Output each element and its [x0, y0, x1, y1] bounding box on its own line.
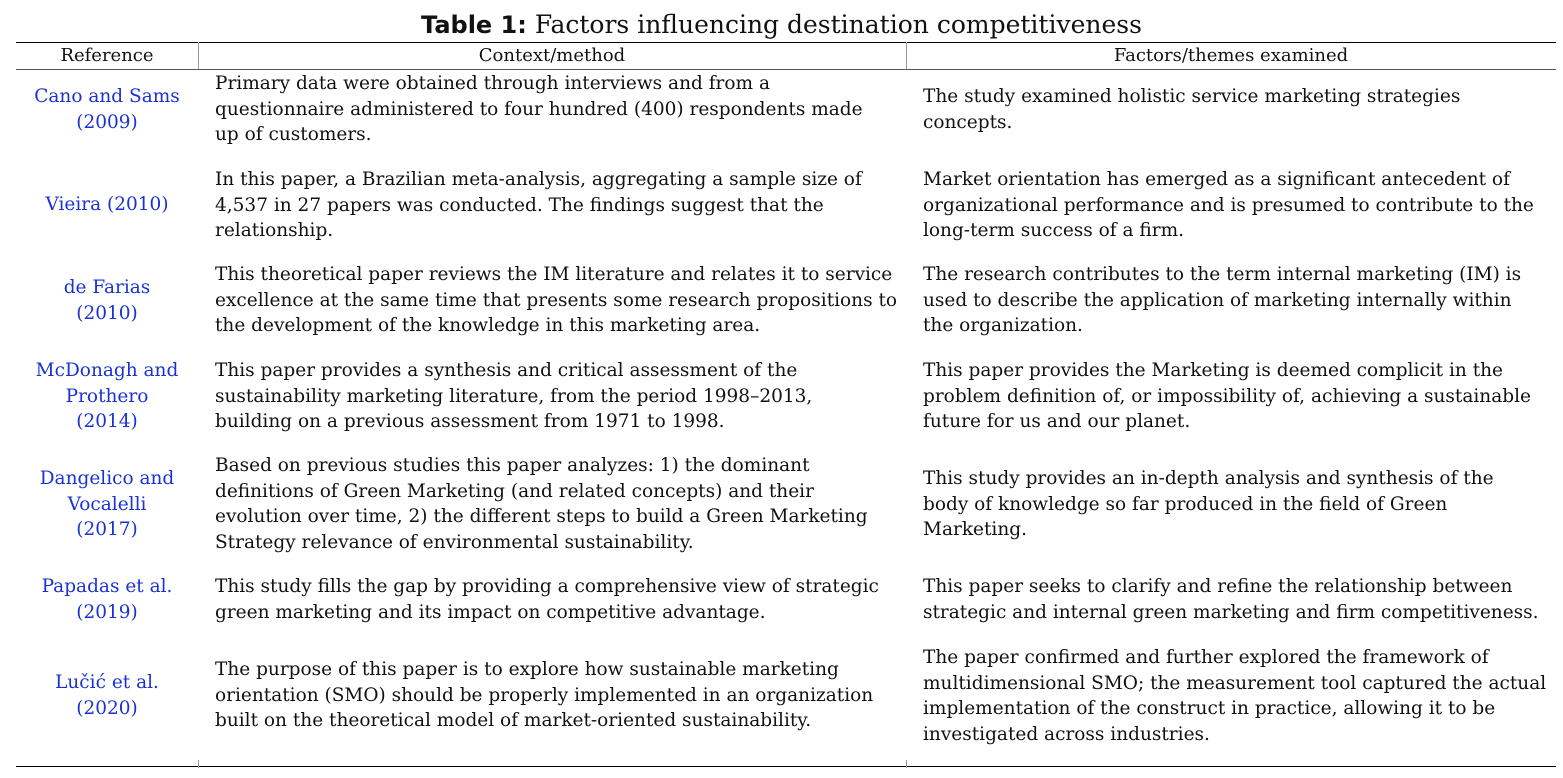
- context-cell: In this paper, a Brazilian meta-analysis, aggregating a sample size of 4,537 in 27 papers was conducted. The findings suggest that the relationship.: [215, 169, 862, 241]
- reference-link[interactable]: Vieira (2010): [45, 194, 169, 215]
- context-cell: This study fills the gap by providing a comprehensive view of strategic green marketing and its impact on competitive advantage.: [215, 576, 879, 623]
- bottom-rule: [16, 766, 1556, 767]
- reference-link[interactable]: Cano and Sams (2009): [34, 86, 180, 133]
- factors-cell: Market orientation has emerged as a significant antecedent of organizational performance and is presumed to contribute to the long-term success of a firm.: [923, 169, 1534, 241]
- context-cell: Based on previous studies this paper analyzes: 1) the dominant definitions of Green Marketing (and related concepts) and their evolution over time, 2) the different steps to build a Green Marketing Strategy relevance of environmental sustainability.: [215, 455, 868, 553]
- table-title: [0, 8, 1563, 42]
- reference-link[interactable]: McDonagh and Prothero (2014): [35, 360, 179, 432]
- context-cell: This paper provides a synthesis and critical assessment of the sustainability marketing literature, from the period 1998–2013, building on a previous assessment from 1971 to 1998.: [215, 360, 813, 432]
- reference-link[interactable]: Lučić et al. (2020): [55, 672, 159, 719]
- context-cell: Primary data were obtained through interviews and from a questionnaire administered to four hundred (400) respondents made up of customers.: [215, 73, 863, 145]
- factors-cell: This study provides an in-depth analysis and synthesis of the body of knowledge so far produced in the field of Green Marketing.: [923, 468, 1494, 540]
- factors-cell: The paper confirmed and further explored the framework of multidimensional SMO; the measurement tool captured the actual implementation of the construct in practice, allowing it to be investigated across industries.: [923, 647, 1547, 745]
- factors-cell: The research contributes to the term internal marketing (IM) is used to describe the application of marketing internally within the organization.: [923, 264, 1522, 336]
- column-header-reference: Reference: [60, 45, 154, 66]
- context-cell: The purpose of this paper is to explore how sustainable marketing orientation (SMO) should be properly implemented in an organization built on the theoretical model of market-oriented sustainability.: [215, 659, 874, 731]
- column-divider: [906, 760, 907, 768]
- reference-link[interactable]: Dangelico and Vocalelli (2017): [39, 468, 175, 540]
- context-cell: This theoretical paper reviews the IM literature and relates it to service excellence at the same time that presents some research propositions to the development of the knowledge in this marketing area.: [215, 264, 898, 336]
- factors-cell: This paper provides the Marketing is deemed complicit in the problem definition of, or impossibility of, achieving a sustainable future for us and our planet.: [923, 360, 1531, 432]
- factors-cell: The study examined holistic service marketing strategies concepts.: [923, 86, 1461, 133]
- reference-link[interactable]: de Farias (2010): [63, 277, 151, 324]
- factors-cell: This paper seeks to clarify and refine the relationship between strategic and internal green marketing and firm competitiveness.: [923, 576, 1539, 623]
- column-header-context: Context/method: [478, 45, 626, 66]
- header-rule: [16, 69, 1556, 70]
- table-title-text: Factors influencing destination competitiveness: [534, 10, 1142, 39]
- column-header-factors: Factors/themes examined: [1113, 45, 1349, 66]
- column-divider: [198, 760, 199, 768]
- table-title-label: Table 1:: [421, 11, 527, 39]
- reference-link[interactable]: Papadas et al. (2019): [41, 576, 173, 623]
